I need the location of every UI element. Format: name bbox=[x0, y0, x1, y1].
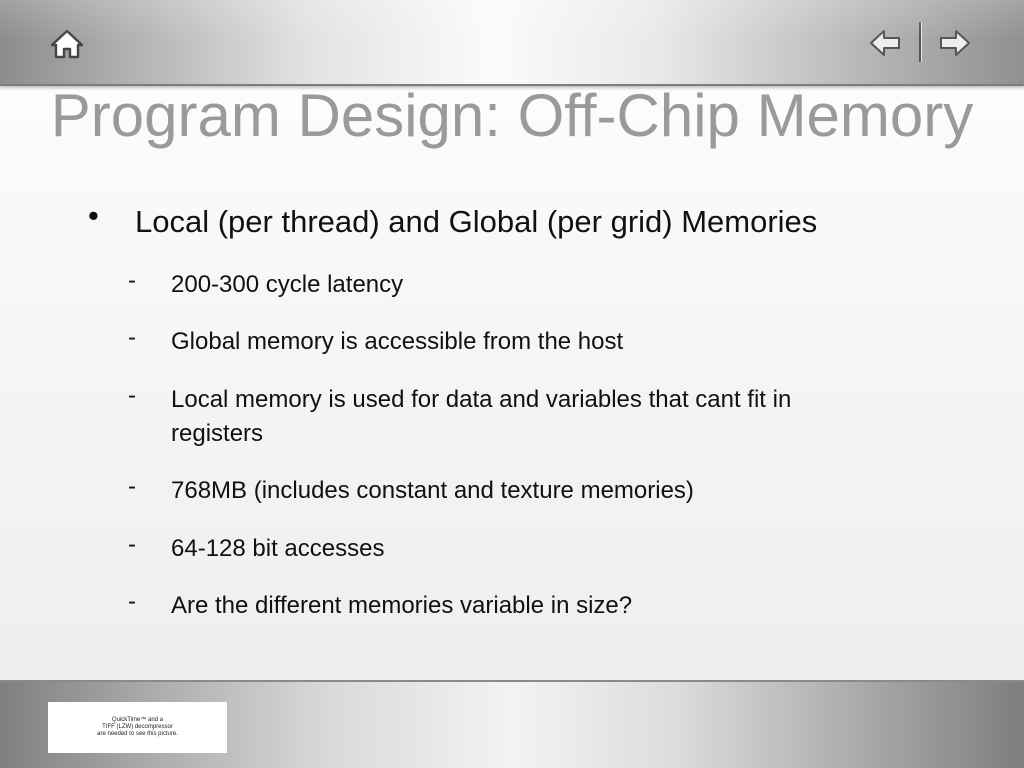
dash-marker: - bbox=[128, 267, 136, 294]
sub-bullet bbox=[128, 383, 888, 451]
dash-marker: - bbox=[128, 588, 136, 615]
dash-marker: - bbox=[128, 531, 136, 558]
next-slide-button[interactable] bbox=[938, 26, 972, 60]
placeholder-line: TIFF (LZW) decompressor bbox=[102, 724, 173, 730]
sub-bullet bbox=[128, 325, 888, 359]
sub-bullet-text: Local memory is used for data and variables that cant fit in registers bbox=[171, 386, 792, 447]
sub-bullet-text: 200-300 cycle latency bbox=[171, 271, 404, 298]
slide-title: Program Design: Off-Chip Memory bbox=[50, 82, 974, 149]
sub-bullet bbox=[128, 532, 888, 566]
dash-marker: - bbox=[128, 473, 136, 500]
nav-separator bbox=[919, 22, 921, 62]
top-toolbar bbox=[0, 0, 1024, 86]
missing-picture-placeholder bbox=[48, 702, 227, 753]
sub-bullet bbox=[128, 268, 888, 302]
sub-bullet bbox=[128, 589, 888, 623]
placeholder-line: QuickTime™ and a bbox=[111, 717, 164, 723]
sub-bullet-text: 64-128 bit accesses bbox=[171, 535, 385, 562]
main-bullet-text: Local (per thread) and Global (per grid) Memories bbox=[135, 204, 818, 239]
placeholder-line: are needed to see this picture. bbox=[97, 731, 178, 737]
dash-marker: - bbox=[128, 324, 136, 351]
sub-bullet-text: 768MB (includes constant and texture memories) bbox=[171, 477, 694, 504]
arrow-left-icon bbox=[868, 26, 902, 60]
home-icon bbox=[49, 26, 85, 62]
arrow-right-icon bbox=[938, 26, 972, 60]
home-button[interactable] bbox=[49, 26, 85, 62]
sub-bullet-text: Global memory is accessible from the host bbox=[171, 328, 624, 355]
bullet-marker: • bbox=[88, 198, 99, 233]
previous-slide-button[interactable] bbox=[868, 26, 902, 60]
sub-bullet-text: Are the different memories variable in size? bbox=[171, 592, 633, 619]
sub-bullet bbox=[128, 474, 888, 508]
dash-marker: - bbox=[128, 382, 136, 409]
